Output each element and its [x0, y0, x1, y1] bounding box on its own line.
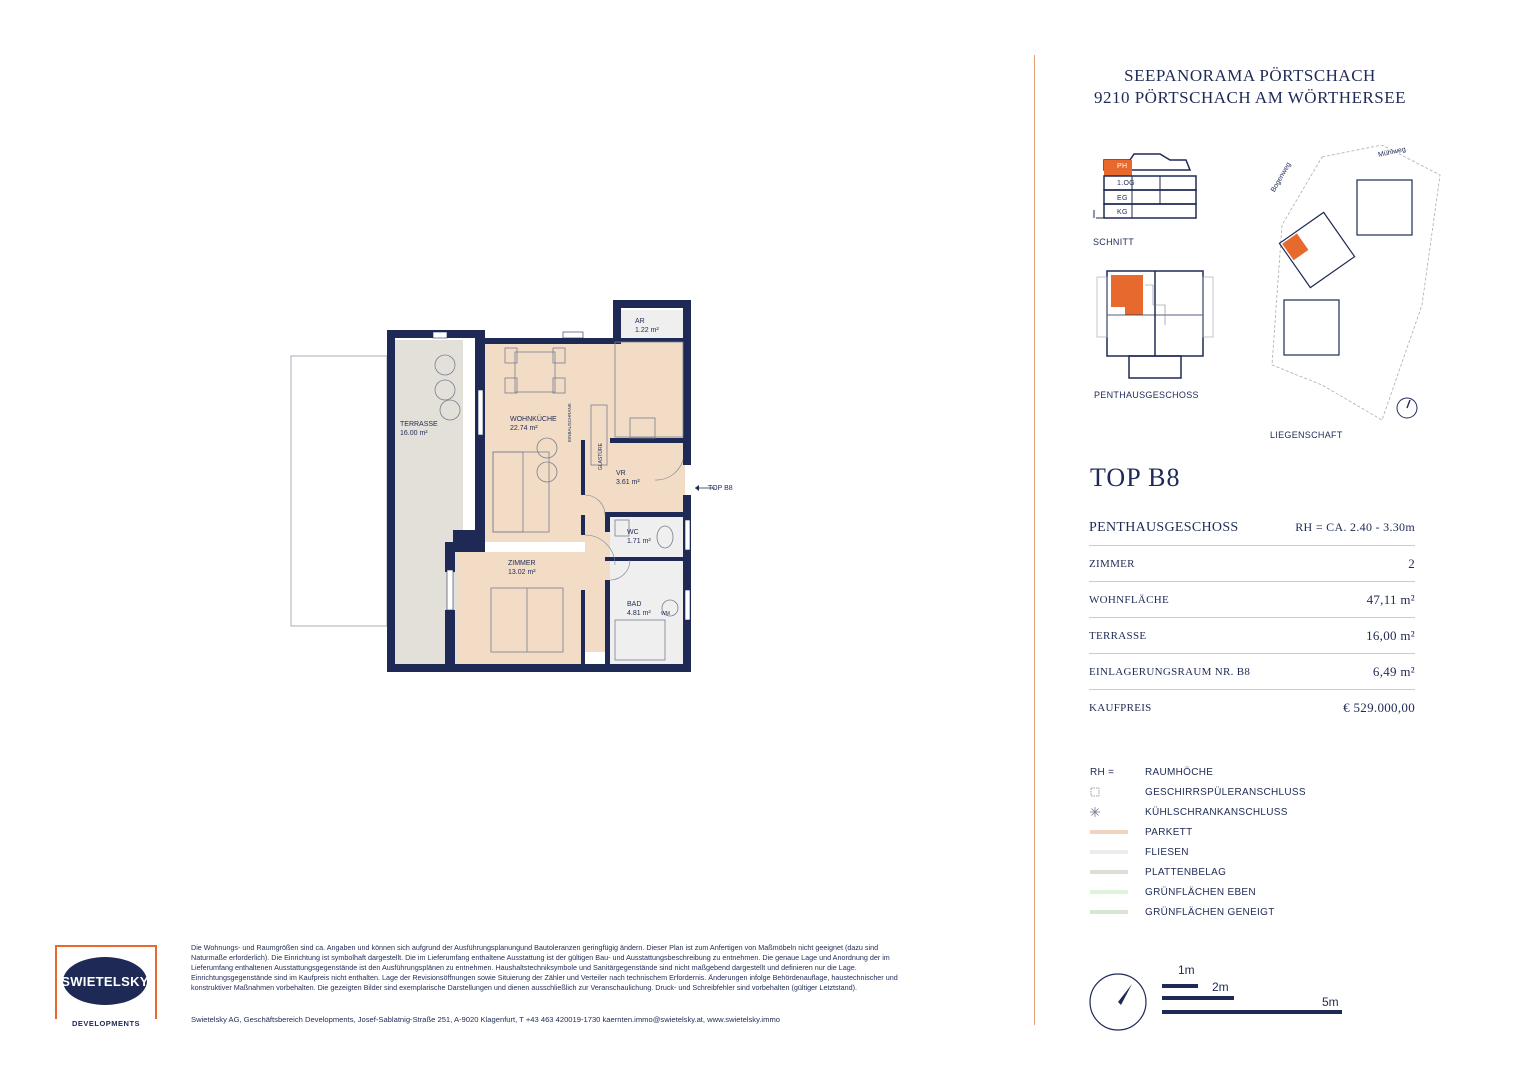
penthouse-key-plan [1095, 265, 1215, 383]
fridge-connection-icon [1090, 807, 1145, 817]
spec-value: 6,49 m² [1372, 663, 1415, 679]
disclaimer-text: Die Wohnungs- und Raumgrößen sind ca. Angaben und können sich aufgrund der Ausführungsplanungund Bautoleranzen geringfügig ändern. Dieser Plan ist zum Anfertigen von Maßmöbeln nicht geeignet (dazu sind Naturmaße erforderlich). Die Einrichtung ist symbolhaft dargestellt. Die im Lieferumfang enthaltene Ausstattung ist der gültigen Bau- und Ausstattungsbeschreibung zu entnehmen. Die genaue Lage und Anordnung der im Lieferumfang enthaltenen Ausstattungsgegenstände ist den Ausführungsplänen zu entnehmen. Haushaltstechniksymbole und Sanitärgegenstände sind nicht maßgebend dargestellt und definieren nur die Lage. Einrichtungsgegenstände sind im Kaufpreis nicht enthalten. Lage der Revisionsöffnungen sowie Situierung der Zähler und Verteiler nach technischem Erfordernis. Änderungen infolge Behördenauflage, haustechnischer und konstruktiver Maßnahmen vorbehalten. Die gezeigten Bilder sind exemplarische Darstellungen und dienen ausschließlich zur Veranschaulichung. Druck- und Schreibfehler sind vorbehalten (gültiger Letztstand). [191, 943, 898, 992]
spec-row-terrace [1089, 618, 1415, 654]
floor-label-eg: EG [1117, 195, 1128, 202]
spec-value: 47,11 m² [1366, 591, 1415, 607]
legend-item [1090, 842, 1390, 862]
lawn-sloped-swatch [1090, 910, 1128, 914]
room-label-bad: BAD 4.81 m² [627, 601, 651, 617]
legend-item [1090, 762, 1390, 782]
spec-table [1089, 510, 1415, 725]
floor-label-ph: PH [1117, 163, 1128, 170]
kitchen-floor [585, 342, 683, 442]
spec-label: ZIMMER [1089, 557, 1135, 570]
spec-value: € 529.000,00 [1343, 699, 1415, 715]
spec-row-price [1089, 690, 1415, 725]
legend-label: FLIESEN [1145, 846, 1189, 858]
legend-label: PARKETT [1145, 826, 1193, 838]
road-label-bogenweg: Bogenweg [1270, 161, 1293, 194]
legend-item [1090, 902, 1390, 922]
room-label-ar: AR 1.22 m² [635, 318, 659, 334]
legend-label: RAUMHÖCHE [1145, 766, 1214, 778]
penthouse-floor-label: PENTHAUSGESCHOSS [1094, 390, 1199, 400]
spec-value: 16,00 m² [1366, 627, 1415, 643]
brand-logo [55, 945, 157, 1030]
logo-subtitle: DEVELOPMENTS [55, 1019, 157, 1028]
room-label-terrasse: TERRASSE 16.00 m² [400, 421, 438, 437]
dishwasher-connection-icon [1090, 787, 1145, 797]
spec-label: KAUFPREIS [1089, 701, 1152, 714]
floor-label-kg: KG [1117, 209, 1128, 216]
spec-label: EINLAGERUNGSRAUM NR. B8 [1089, 665, 1251, 678]
section-label: SCHNITT [1093, 237, 1135, 247]
legend-item [1090, 862, 1390, 882]
spec-row-storage [1089, 654, 1415, 690]
floor-plan [285, 290, 745, 680]
spec-value: 2 [1408, 555, 1415, 571]
legend-label: PLATTENBELAG [1145, 866, 1227, 878]
legend-item [1090, 822, 1390, 842]
site-key-plan [1262, 145, 1452, 435]
spec-row-living-area [1089, 582, 1415, 618]
section-key-plan [1090, 150, 1200, 230]
legend-item [1090, 882, 1390, 902]
lawn-flat-swatch [1090, 890, 1128, 894]
legend-item [1090, 782, 1390, 802]
glass-door-annotation: GLASTÜRE [598, 443, 604, 470]
room-label-wohnkueche: WOHNKÜCHE 22.74 m² [510, 416, 557, 432]
logo-badge [63, 957, 147, 1005]
paving-swatch [1090, 870, 1128, 874]
unit-title: TOP B8 [1090, 463, 1181, 492]
legend [1090, 762, 1390, 922]
spec-row-rooms [1089, 546, 1415, 582]
terrace-outline [291, 356, 387, 626]
legend-label: GRÜNFLÄCHEN GENEIGT [1145, 906, 1275, 918]
project-title [1060, 65, 1440, 109]
room-label-zimmer: ZIMMER 13.02 m² [508, 560, 536, 576]
legend-key: RH = [1090, 766, 1115, 778]
entrance-arrow-head [695, 485, 699, 491]
cupboard-annotation: EINBAUSCHRANK [567, 403, 572, 442]
tile-swatch [1090, 850, 1128, 854]
north-arrow [1088, 972, 1148, 1032]
scale-label-2m: 2m [1212, 980, 1229, 994]
project-name: SEEPANORAMA PÖRTSCHACH [1124, 66, 1376, 85]
spec-label: PENTHAUSGESCHOSS [1089, 519, 1239, 535]
legend-label: GRÜNFLÄCHEN EBEN [1145, 886, 1256, 898]
legend-label: KÜHLSCHRANKANSCHLUSS [1145, 806, 1288, 818]
room-label-vr: VR 3.61 m² [616, 470, 640, 486]
spec-value: RH = CA. 2.40 - 3.30m [1295, 520, 1415, 534]
road-label-muehlweg: Mühlweg [1377, 146, 1407, 159]
page-divider [1034, 55, 1035, 1025]
logo-name: SWIETELSKY [61, 973, 149, 989]
scale-label-1m: 1m [1178, 963, 1195, 977]
legend-item [1090, 802, 1390, 822]
spec-label: WOHNFLÄCHE [1089, 593, 1169, 606]
washer-label: WM [661, 611, 670, 617]
legend-label: GESCHIRRSPÜLERANSCHLUSS [1145, 786, 1306, 798]
unit-highlight [1111, 275, 1143, 315]
entrance-label: TOP B8 [708, 485, 733, 492]
room-label-wc: WC 1.71 m² [627, 529, 651, 545]
scale-label-5m: 5m [1322, 995, 1339, 1009]
site-label: LIEGENSCHAFT [1270, 430, 1343, 440]
footer-address: Swietelsky AG, Geschäftsbereich Developments, Josef-Sablatnig-Straße 251, A-9020 Klagenfurt, T +43 463 420019-1730 kaernten.immo@swietelsky.at, www.swietelsky.immo [191, 1015, 780, 1024]
site-unit-highlight [1282, 234, 1308, 261]
project-address: 9210 PÖRTSCHACH AM WÖRTHERSEE [1093, 88, 1407, 107]
spec-label: TERRASSE [1089, 629, 1147, 642]
parquet-swatch [1090, 830, 1128, 834]
spec-row-floor [1089, 510, 1415, 546]
floor-label-1og: 1.OG [1117, 180, 1135, 187]
